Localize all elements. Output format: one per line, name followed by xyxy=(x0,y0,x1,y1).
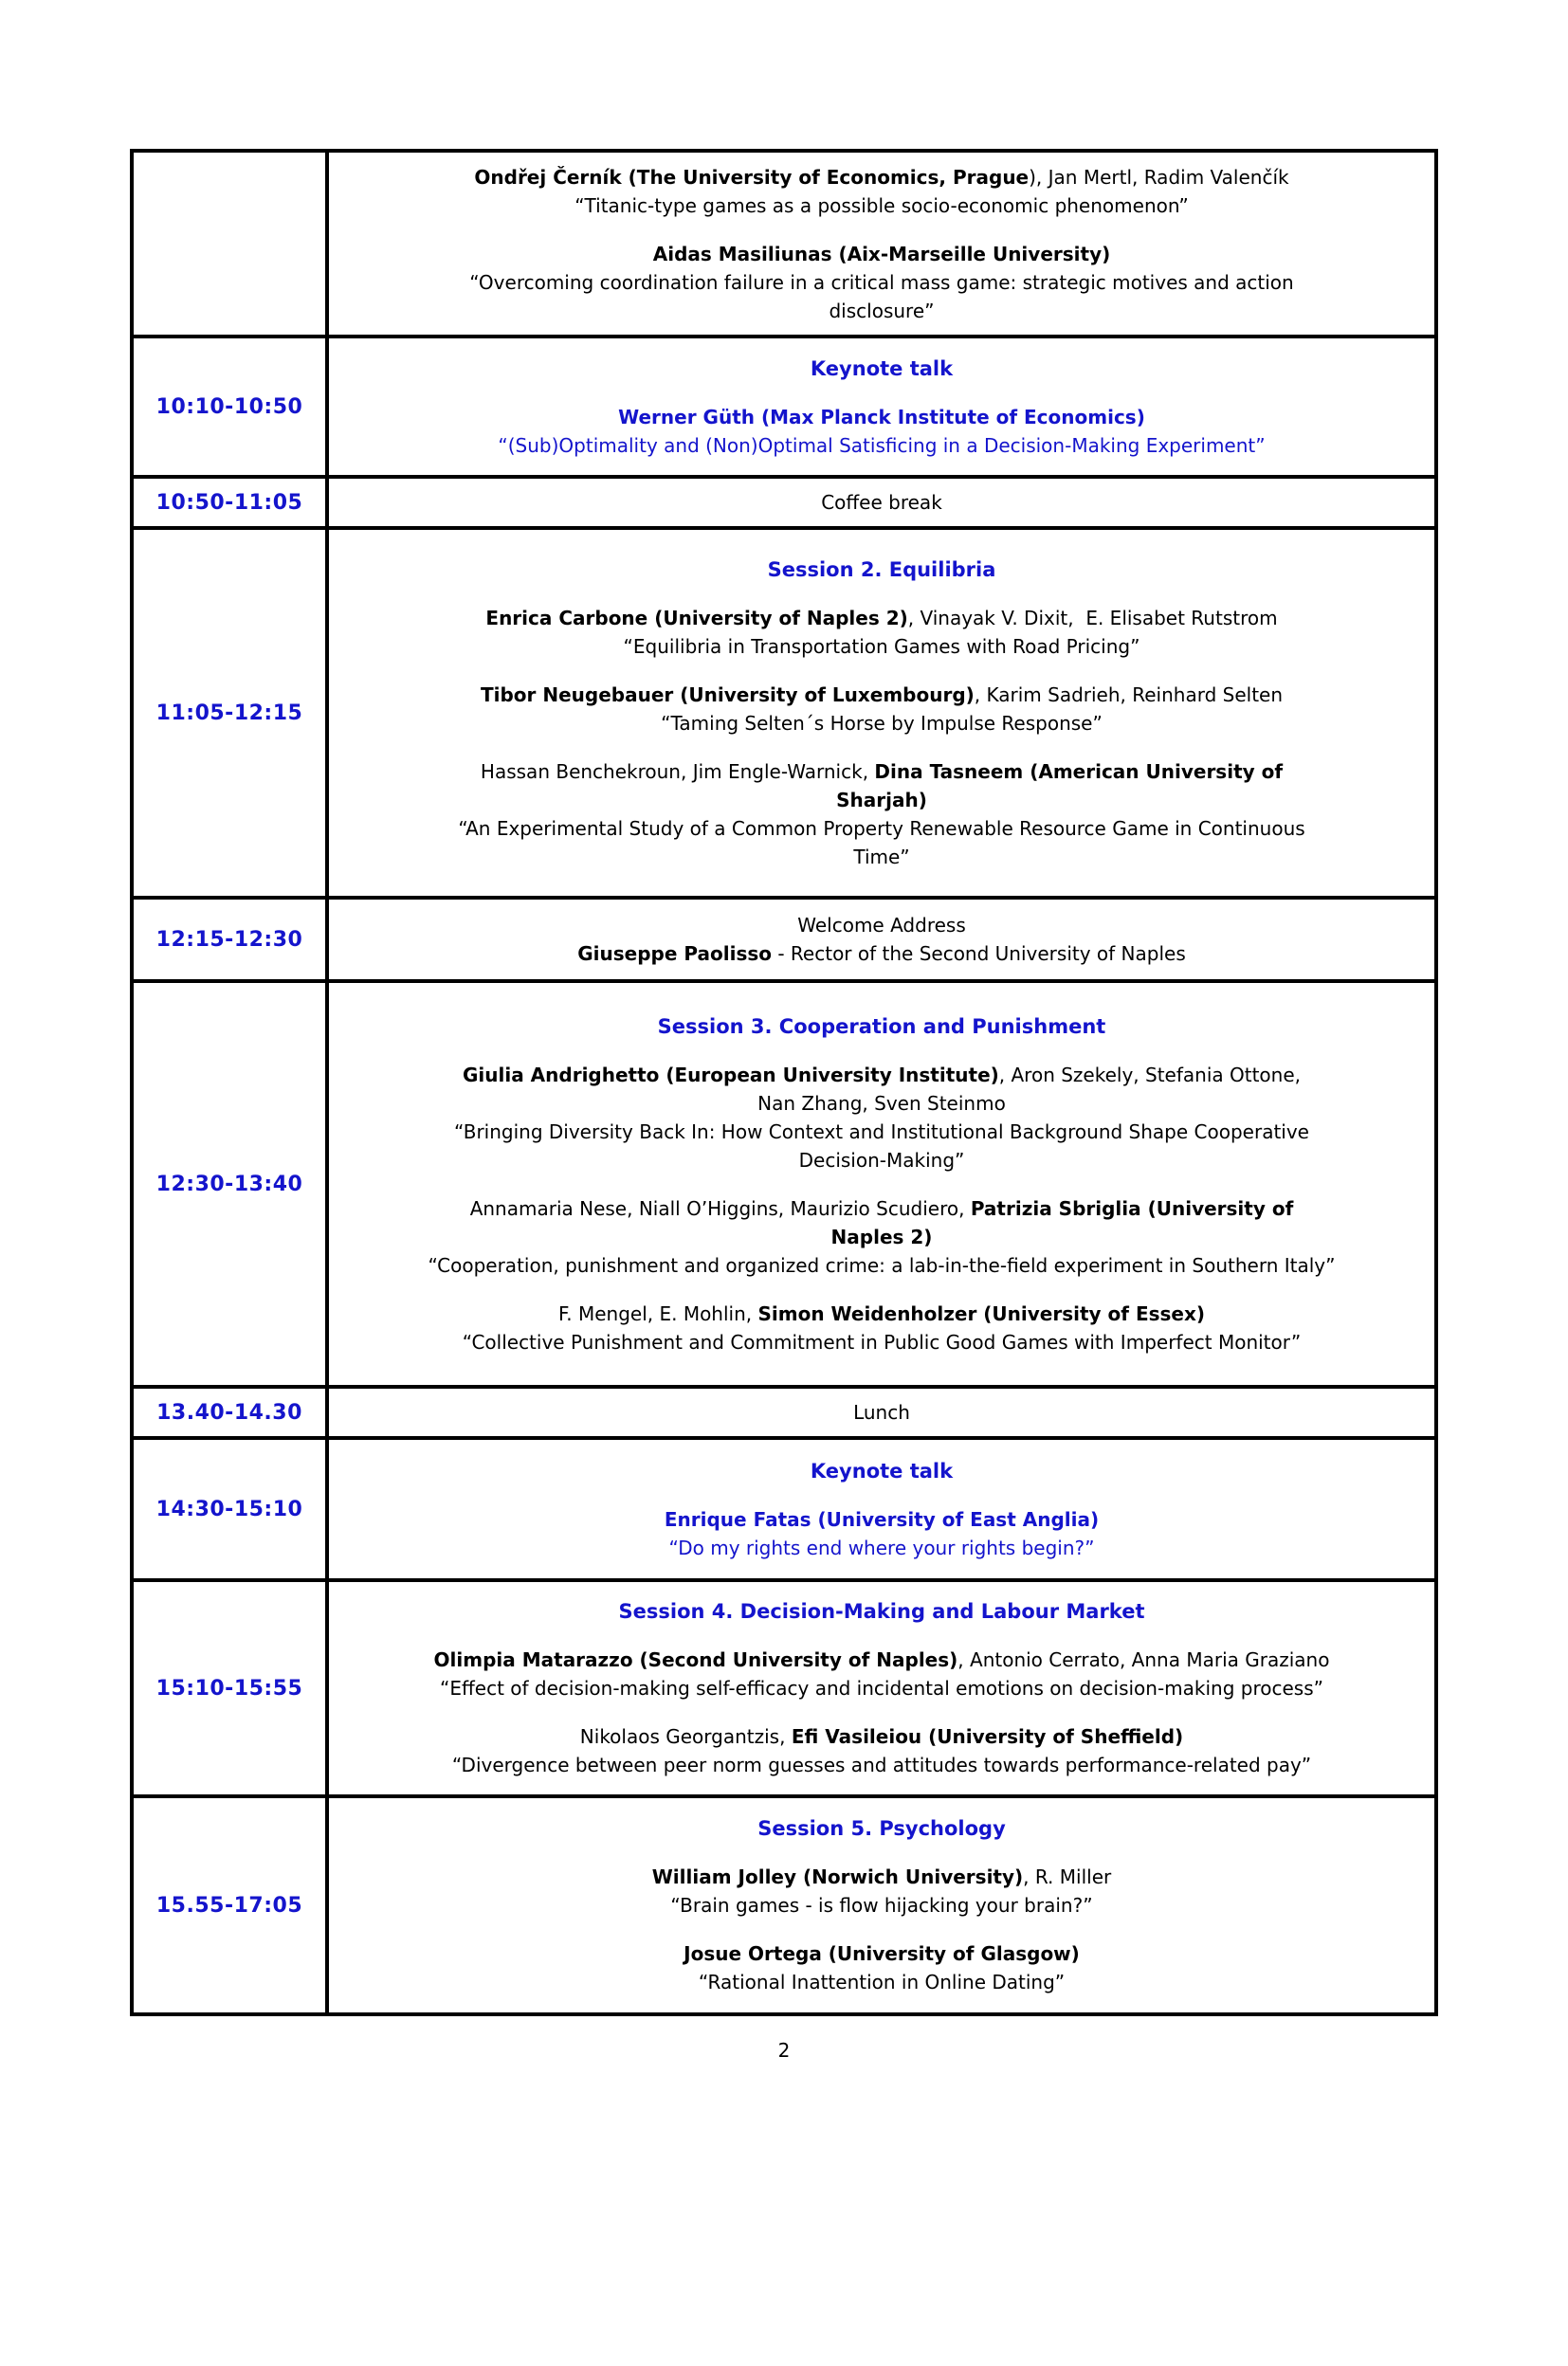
text-line xyxy=(342,1300,1421,1328)
text-segment: Giuseppe Paolisso xyxy=(577,942,772,965)
session-title xyxy=(342,1814,1421,1843)
text-line xyxy=(342,1118,1421,1146)
row-content xyxy=(327,1387,1436,1438)
text-segment: “Divergence between peer norm guesses and attitudes towards performance-related pay” xyxy=(451,1754,1312,1776)
text-segment: , Karim Sadrieh, Reinhard Selten xyxy=(974,682,1284,706)
text-line xyxy=(342,1891,1421,1920)
text-line xyxy=(342,1089,1421,1118)
text-line xyxy=(342,355,1421,383)
text-segment: Coffee break xyxy=(821,491,942,514)
text-segment: Hassan Benchekroun, Jim Engle-Warnick, xyxy=(480,759,875,783)
schedule-row xyxy=(132,1387,1436,1438)
schedule-row xyxy=(132,981,1436,1387)
text-line xyxy=(342,1061,1421,1089)
text-segment: Lunch xyxy=(853,1401,910,1424)
text-segment: “Overcoming coordination failure in a critical mass game: strategic motives and action xyxy=(469,270,1294,294)
text-line xyxy=(342,1223,1421,1251)
text-segment: Olimpia Matarazzo (Second University of Naples) xyxy=(433,1648,958,1671)
text-segment: Dina Tasneem (American University of xyxy=(874,759,1284,783)
keynote-label xyxy=(342,355,1421,383)
schedule-row xyxy=(132,528,1436,898)
text-segment: Session 2. Equilibria xyxy=(767,557,996,581)
text-line xyxy=(342,240,1421,268)
text-segment: Efi Vasileiou (University of Sheffield) xyxy=(791,1725,1184,1748)
text-line xyxy=(342,488,1421,517)
row-content xyxy=(327,151,1436,337)
text-segment: “Bringing Diversity Back In: How Context and Institutional Background Shape Cooperative xyxy=(453,1119,1309,1143)
text-segment: , Antonio Cerrato, Anna Maria Graziano xyxy=(957,1648,1330,1671)
text-segment: Giulia Andrighetto (European University Institute) xyxy=(463,1063,999,1086)
page-number: 2 xyxy=(777,2039,791,2062)
talk xyxy=(342,1300,1421,1356)
text-line xyxy=(342,843,1421,871)
text-line xyxy=(342,1505,1421,1534)
text-segment: disclosure” xyxy=(829,299,935,322)
text-segment: “Equilibria in Transportation Games with Road Pricing” xyxy=(623,634,1140,658)
text-line xyxy=(342,757,1421,786)
text-segment: Simon Weidenholzer (University of Essex) xyxy=(757,1301,1206,1325)
keynote-item xyxy=(342,1505,1421,1562)
text-line xyxy=(342,1863,1421,1891)
talk xyxy=(342,1646,1421,1702)
text-segment: “Collective Punishment and Commitment in Public Good Games with Imperfect Monitor” xyxy=(462,1330,1302,1354)
break-label xyxy=(342,488,1421,517)
text-line xyxy=(342,1814,1421,1843)
row-content xyxy=(327,1580,1436,1796)
time-label: 11:05-12:15 xyxy=(132,528,327,898)
text-line xyxy=(342,1534,1421,1562)
session-title xyxy=(342,555,1421,584)
text-segment: Aidas Masiliunas (Aix-Marseille University) xyxy=(652,242,1111,265)
text-segment: Naples 2) xyxy=(830,1225,933,1248)
row-content xyxy=(327,1438,1436,1580)
schedule-row xyxy=(132,337,1436,477)
text-line xyxy=(342,786,1421,814)
text-segment: Session 4. Decision-Making and Labour Market xyxy=(618,1600,1145,1623)
text-line xyxy=(342,1646,1421,1674)
talk xyxy=(342,681,1421,737)
text-line xyxy=(342,403,1421,431)
talk xyxy=(342,1194,1421,1280)
document-page xyxy=(0,149,1568,2366)
row-content xyxy=(327,898,1436,981)
text-line xyxy=(342,709,1421,737)
text-line xyxy=(342,1722,1421,1751)
time-label: 12:15-12:30 xyxy=(132,898,327,981)
talk xyxy=(342,240,1421,325)
text-segment: Nan Zhang, Sven Steinmo xyxy=(757,1091,1006,1115)
text-segment: Welcome Address xyxy=(797,914,966,937)
text-segment: Annamaria Nese, Niall O’Higgins, Maurizio Scudiero, xyxy=(469,1196,971,1220)
text-segment: Session 5. Psychology xyxy=(757,1817,1006,1840)
schedule-row xyxy=(132,477,1436,528)
time-label xyxy=(132,151,327,337)
talk xyxy=(342,1939,1421,1996)
text-line xyxy=(342,191,1421,220)
text-line xyxy=(342,1597,1421,1626)
text-line xyxy=(342,1751,1421,1779)
time-label: 13.40-14.30 xyxy=(132,1387,327,1438)
schedule-body xyxy=(132,151,1436,2014)
text-line xyxy=(342,939,1421,968)
text-line xyxy=(342,268,1421,297)
text-segment: Time” xyxy=(853,845,910,868)
session-title xyxy=(342,1597,1421,1626)
text-segment: William Jolley (Norwich University) xyxy=(651,1866,1024,1888)
text-line xyxy=(342,1194,1421,1223)
schedule-table xyxy=(130,149,1438,2016)
schedule-row xyxy=(132,1796,1436,2014)
text-segment: “Taming Selten´s Horse by Impulse Response” xyxy=(661,711,1103,735)
time-label: 15.55-17:05 xyxy=(132,1796,327,2014)
text-segment: Ondřej Černík (The University of Economics, Prague xyxy=(474,165,1030,189)
text-segment: “Cooperation, punishment and organized crime: a lab-in-the-field experiment in Southern Italy” xyxy=(428,1253,1336,1277)
talk xyxy=(342,163,1421,220)
text-line xyxy=(342,1328,1421,1356)
text-segment: “An Experimental Study of a Common Property Renewable Resource Game in Continuous xyxy=(458,816,1305,840)
talk xyxy=(342,1863,1421,1920)
text-line xyxy=(342,681,1421,709)
time-label: 12:30-13:40 xyxy=(132,981,327,1387)
text-segment: Session 3. Cooperation and Punishment xyxy=(657,1014,1106,1038)
text-line xyxy=(342,431,1421,460)
text-line xyxy=(342,632,1421,661)
text-segment: “Do my rights end where your rights begin?” xyxy=(668,1536,1095,1559)
text-segment: “(Sub)Optimality and (Non)Optimal Satisficing in a Decision-Making Experiment” xyxy=(498,433,1266,457)
schedule-row xyxy=(132,151,1436,337)
row-content xyxy=(327,528,1436,898)
text-segment: F. Mengel, E. Mohlin, xyxy=(557,1301,758,1325)
text-segment: , Aron Szekely, Stefania Ottone, xyxy=(998,1063,1301,1086)
text-segment: Patrizia Sbriglia (University of xyxy=(970,1196,1294,1220)
talk xyxy=(342,1722,1421,1779)
break-label xyxy=(342,1398,1421,1427)
text-segment: Keynote talk xyxy=(810,356,954,380)
text-segment: “Brain games - is flow hijacking your brain?” xyxy=(670,1894,1093,1917)
text-line xyxy=(342,297,1421,325)
text-line xyxy=(342,1146,1421,1174)
time-label: 15:10-15:55 xyxy=(132,1580,327,1796)
keynote-label xyxy=(342,1457,1421,1485)
row-content xyxy=(327,981,1436,1387)
text-segment: “Effect of decision-making self-efficacy and incidental emotions on decision-making process” xyxy=(439,1677,1324,1700)
text-segment: , Vinayak V. Dixit, E. Elisabet Rutstrom xyxy=(907,606,1278,629)
row-content xyxy=(327,1796,1436,2014)
time-label: 10:50-11:05 xyxy=(132,477,327,528)
text-line xyxy=(342,1012,1421,1041)
text-segment: Josue Ortega (University of Glasgow) xyxy=(684,1942,1080,1965)
text-line xyxy=(342,814,1421,843)
row-content xyxy=(327,477,1436,528)
schedule-row xyxy=(132,1438,1436,1580)
text-line xyxy=(342,1398,1421,1427)
text-line xyxy=(342,1674,1421,1702)
text-segment: Nikolaos Georgantzis, xyxy=(579,1725,792,1748)
text-line xyxy=(342,1457,1421,1485)
text-line xyxy=(342,1251,1421,1280)
session-title xyxy=(342,1012,1421,1041)
text-line xyxy=(342,911,1421,939)
text-segment: Werner Güth (Max Planck Institute of Economics) xyxy=(618,405,1145,428)
row-content xyxy=(327,337,1436,477)
time-label: 14:30-15:10 xyxy=(132,1438,327,1580)
text-line xyxy=(342,555,1421,584)
text-segment: ), Jan Mertl, Radim Valenčík xyxy=(1029,165,1289,189)
text-segment: Decision-Making” xyxy=(798,1148,965,1172)
schedule-row xyxy=(132,1580,1436,1796)
talk xyxy=(342,604,1421,661)
keynote-item xyxy=(342,403,1421,460)
schedule-row xyxy=(132,898,1436,981)
text-line xyxy=(342,1939,1421,1968)
text-segment: , R. Miller xyxy=(1023,1866,1112,1888)
text-segment: Tibor Neugebauer (University of Luxembourg) xyxy=(480,682,975,706)
text-segment: Keynote talk xyxy=(810,1459,954,1483)
text-segment: “Rational Inattention in Online Dating” xyxy=(698,1971,1066,1993)
text-line xyxy=(342,604,1421,632)
text-line xyxy=(342,163,1421,191)
text-segment: “Titanic-type games as a possible socio-economic phenomenon” xyxy=(574,193,1189,217)
text-segment: Sharjah) xyxy=(836,788,927,811)
time-label: 10:10-10:50 xyxy=(132,337,327,477)
talk xyxy=(342,757,1421,871)
text-line xyxy=(342,1968,1421,1996)
talk xyxy=(342,1061,1421,1174)
text-segment: Enrique Fatas (University of East Anglia) xyxy=(664,1507,1100,1531)
text-segment: Enrica Carbone (University of Naples 2) xyxy=(485,606,908,629)
text-segment: - Rector of the Second University of Naples xyxy=(772,942,1186,965)
welcome xyxy=(342,911,1421,968)
